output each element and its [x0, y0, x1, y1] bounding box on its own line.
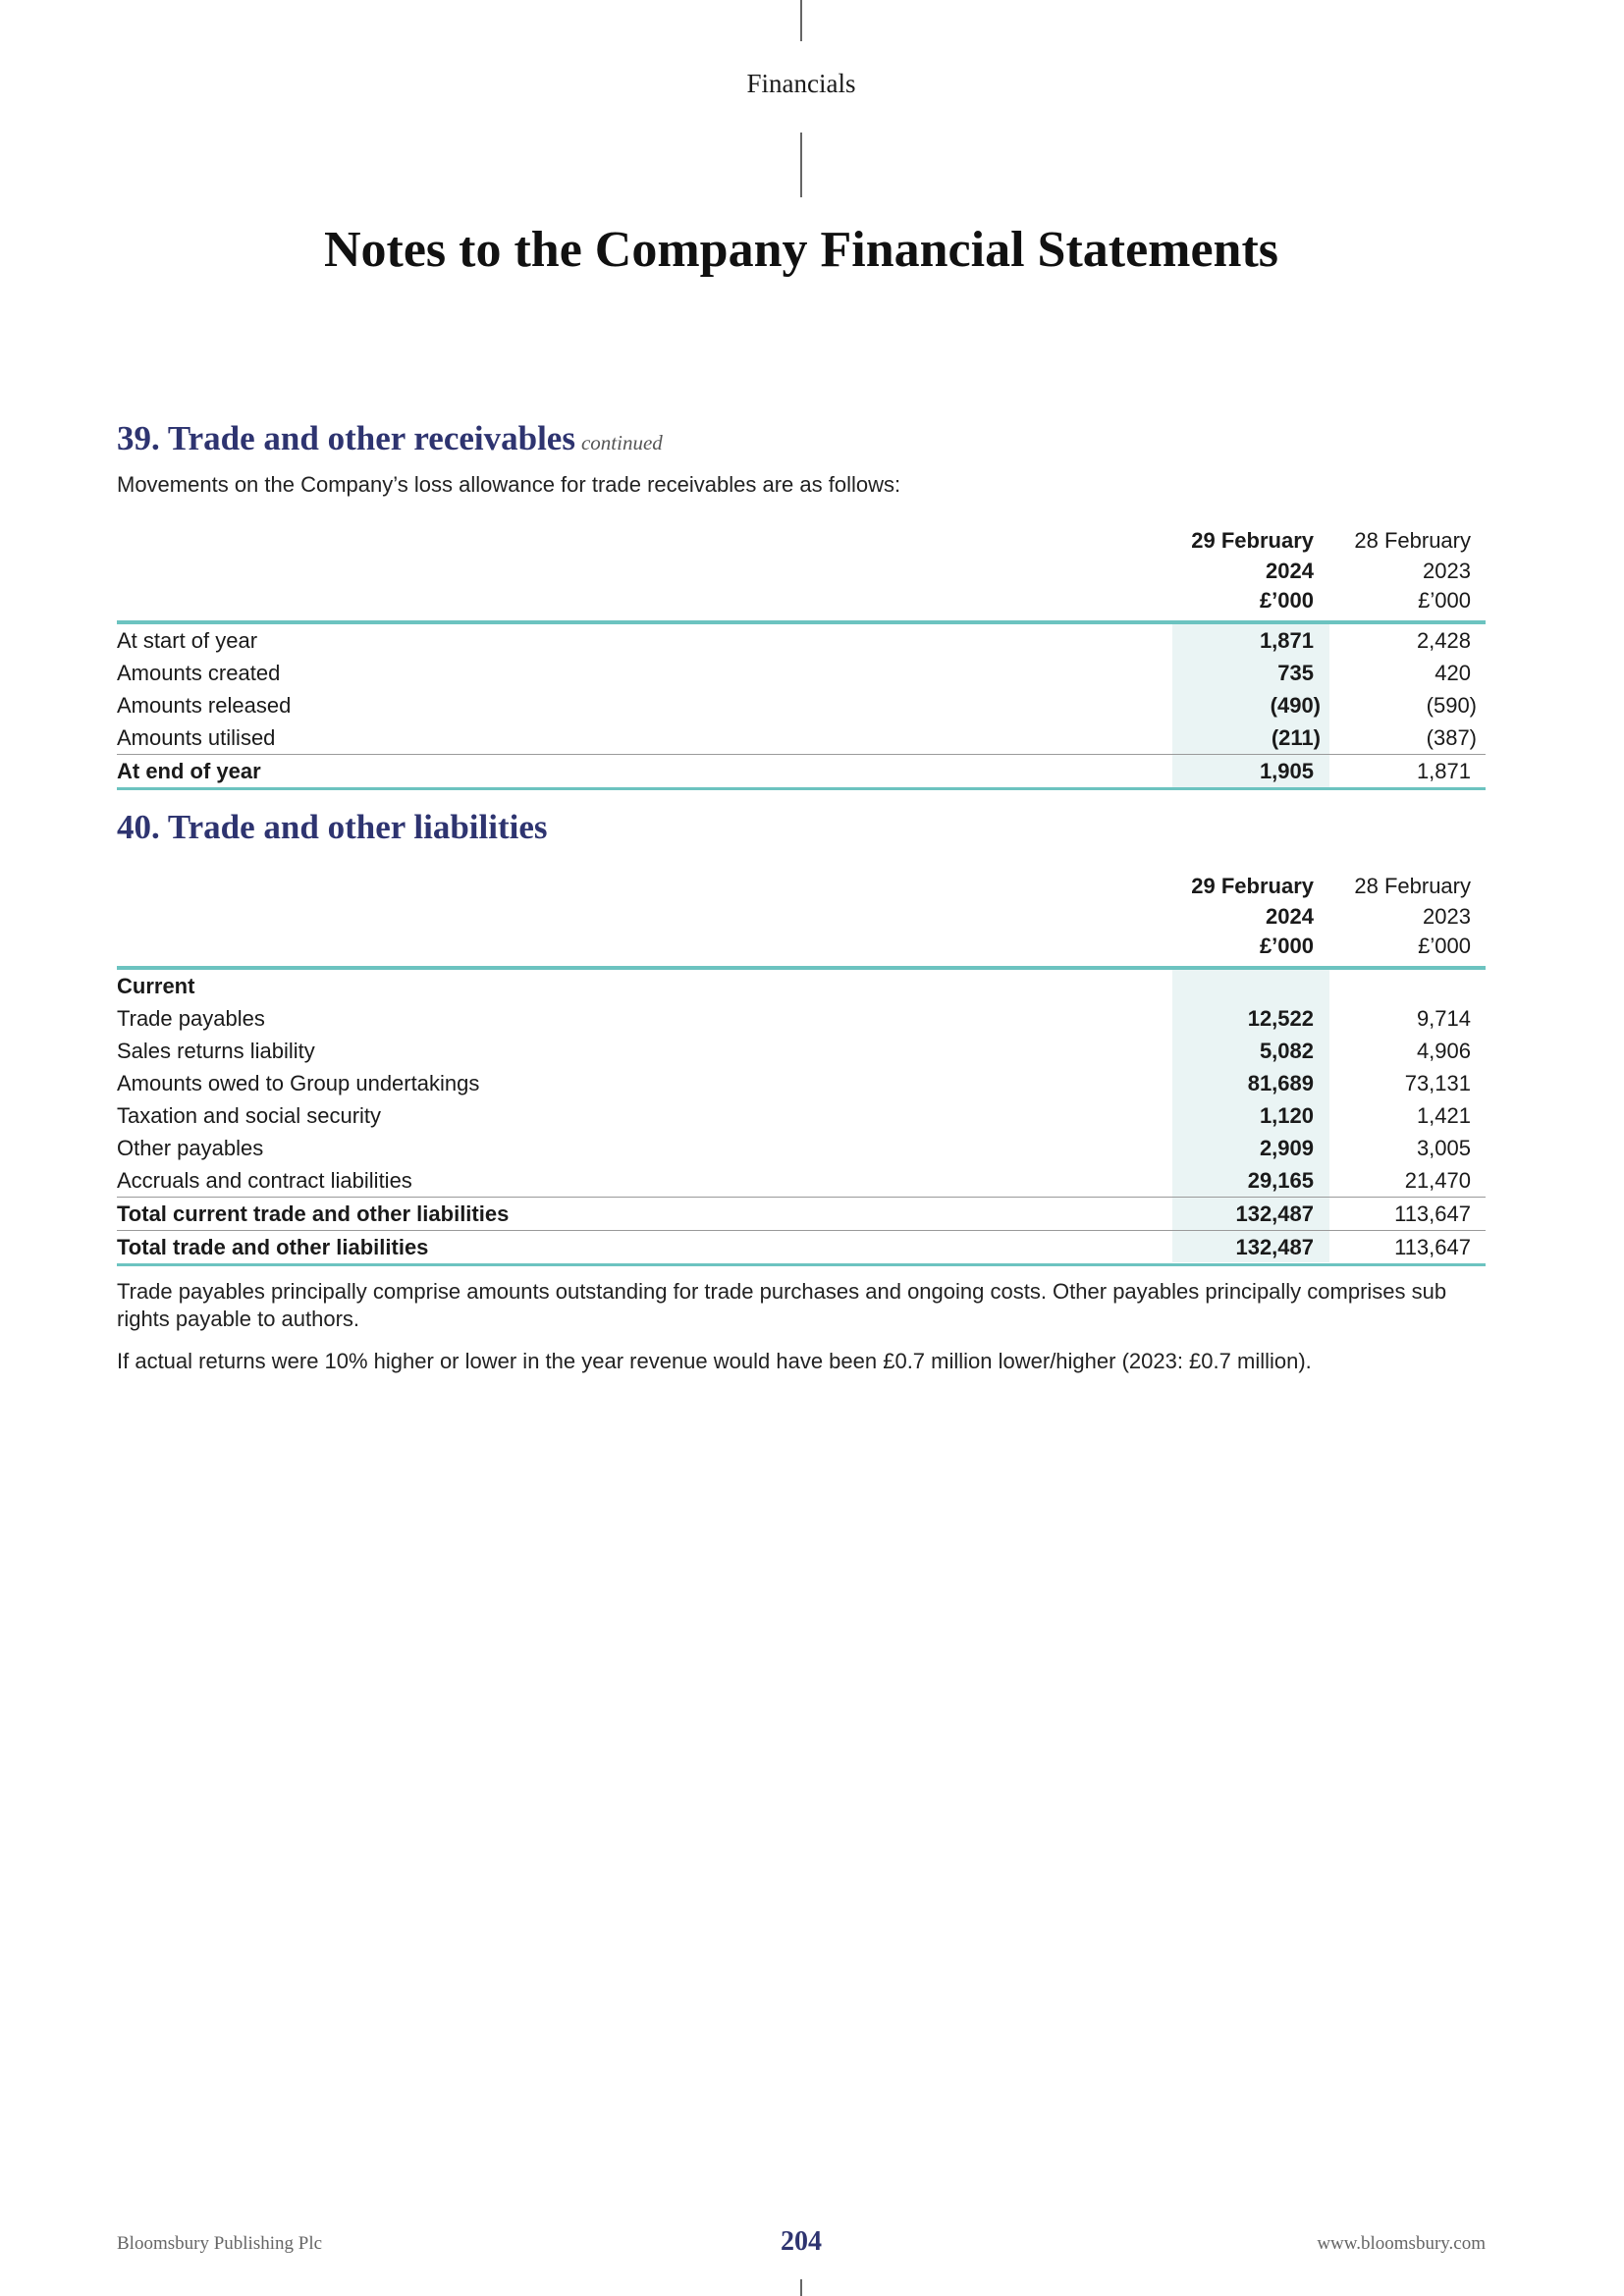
- footer-company: Bloomsbury Publishing Plc: [117, 2233, 323, 2254]
- col-2024-header: [1191, 526, 1314, 616]
- row-label: Current: [117, 974, 195, 998]
- value-2023: 113,647: [1394, 1235, 1471, 1259]
- row-label: Other payables: [117, 1136, 264, 1160]
- title-divider-line: [800, 133, 802, 197]
- value-2024: 29,165: [1247, 1168, 1314, 1193]
- value-2024: 735: [1277, 661, 1314, 685]
- value-2024: (490): [1270, 693, 1321, 718]
- value-2024: 5,082: [1259, 1039, 1314, 1063]
- value-2024: 81,689: [1247, 1071, 1314, 1095]
- table-total-row: [117, 754, 1486, 790]
- value-2023: 1,421: [1416, 1103, 1471, 1128]
- col-2024-unit: £’000: [1259, 588, 1314, 613]
- value-2023: 21,470: [1404, 1168, 1471, 1193]
- col-2023-year: 2023: [1423, 558, 1471, 583]
- table-row: [117, 624, 1486, 657]
- col-2024-unit: £’000: [1259, 934, 1314, 958]
- row-label: At end of year: [117, 759, 261, 783]
- page-number: 204: [781, 2226, 822, 2257]
- value-2024: (211): [1271, 725, 1321, 750]
- value-2024: 1,871: [1259, 628, 1314, 653]
- col-2023-unit: £’000: [1418, 934, 1471, 958]
- col-2024-date: 29 February: [1191, 874, 1314, 898]
- col-2023-unit: £’000: [1418, 588, 1471, 613]
- value-2023: 3,005: [1416, 1136, 1471, 1160]
- value-2023: 113,647: [1394, 1201, 1471, 1226]
- row-label: Taxation and social security: [117, 1103, 382, 1128]
- table-row: [117, 1164, 1486, 1197]
- note-39-heading-text: 39. Trade and other receivables: [117, 419, 575, 457]
- page-title: Notes to the Company Financial Statements: [323, 222, 1279, 278]
- row-label: Amounts created: [117, 661, 281, 685]
- table-row: [117, 1035, 1486, 1067]
- row-label: Amounts utilised: [117, 725, 276, 750]
- note-39-intro: Movements on the Company’s loss allowance for trade receivables are as follows:: [117, 472, 901, 497]
- value-2024: 12,522: [1247, 1006, 1314, 1031]
- value-2024: 1,120: [1259, 1103, 1314, 1128]
- row-label: At start of year: [117, 628, 258, 653]
- footer-website-link[interactable]: www.bloomsbury.com: [1317, 2233, 1486, 2254]
- table-header: [117, 872, 1486, 970]
- table-row: [117, 657, 1486, 689]
- value-2023: 4,906: [1416, 1039, 1471, 1063]
- col-2024-date: 29 February: [1191, 528, 1314, 553]
- top-divider-line: [800, 0, 802, 41]
- col-2023-date: 28 February: [1354, 528, 1471, 553]
- value-2024: 1,905: [1259, 759, 1314, 783]
- trade-liabilities-table: [117, 872, 1486, 1266]
- table-header: [117, 526, 1486, 624]
- row-label: Sales returns liability: [117, 1039, 315, 1063]
- value-2024: 2,909: [1259, 1136, 1314, 1160]
- value-2023: 2,428: [1416, 628, 1471, 653]
- col-2023-year: 2023: [1423, 903, 1471, 929]
- table-row: [117, 1099, 1486, 1132]
- value-2023: 420: [1435, 661, 1471, 685]
- bottom-divider-line: [800, 2279, 802, 2296]
- row-label: Amounts released: [117, 693, 292, 718]
- row-label: Trade payables: [117, 1006, 265, 1031]
- value-2023: (387): [1426, 725, 1477, 750]
- col-2023-date: 28 February: [1354, 874, 1471, 898]
- section-label: Financials: [746, 69, 856, 98]
- continued-label: continued: [580, 431, 663, 454]
- table-row: [117, 1067, 1486, 1099]
- note-40-paragraph-2: If actual returns were 10% higher or lower in the year revenue would have been £0.7 million lower/higher (2023: £0.7 million).: [117, 1349, 1312, 1373]
- value-2023: (590): [1426, 693, 1477, 718]
- table-subtotal-row: [117, 1197, 1486, 1230]
- row-label: Total current trade and other liabilities: [117, 1201, 510, 1226]
- col-2023-header: [1354, 872, 1471, 962]
- row-label: Total trade and other liabilities: [117, 1235, 429, 1259]
- value-2024: 132,487: [1235, 1235, 1314, 1259]
- value-2024: 132,487: [1235, 1201, 1314, 1226]
- table-row: [117, 721, 1486, 754]
- col-2023-header: [1354, 526, 1471, 616]
- table-row: [117, 689, 1486, 721]
- note-39-heading: [117, 419, 663, 458]
- col-2024-year: 2024: [1266, 903, 1314, 929]
- table-row: [117, 1002, 1486, 1035]
- table-row: [117, 1132, 1486, 1164]
- section-row-current: [117, 970, 1486, 1002]
- row-label: Amounts owed to Group undertakings: [117, 1071, 480, 1095]
- row-label: Accruals and contract liabilities: [117, 1168, 412, 1193]
- table-total-row: [117, 1230, 1486, 1266]
- col-2024-year: 2024: [1266, 558, 1314, 583]
- note-40-paragraph-1: Trade payables principally comprise amounts outstanding for trade purchases and ongoing costs. Other payables principally comprises sub rights payable to authors.: [117, 1279, 1447, 1331]
- note-40-heading: 40. Trade and other liabilities: [117, 808, 548, 846]
- loss-allowance-table: [117, 526, 1486, 790]
- value-2023: 9,714: [1416, 1006, 1471, 1031]
- col-2024-header: [1191, 872, 1314, 962]
- value-2023: 1,871: [1416, 759, 1471, 783]
- value-2023: 73,131: [1404, 1071, 1471, 1095]
